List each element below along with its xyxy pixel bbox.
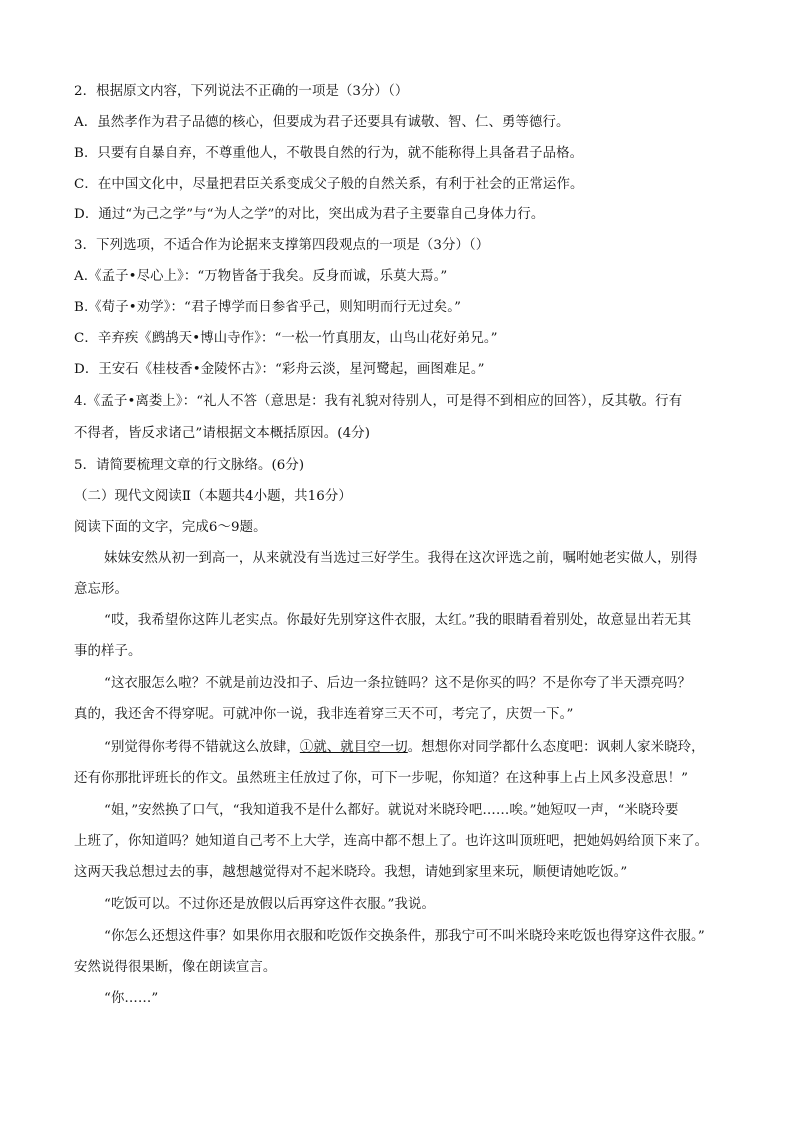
question-2-stem: 2．根据原文内容，下列说法不正确的一项是（3分）（）	[74, 84, 409, 99]
passage-p2-line-1: “哎，我希望你这阵儿老实点。你最好先别穿这件衣服，太红。”我的眼睛看着别处，故意显出若无其	[104, 613, 692, 628]
passage-p7-line-2: 安然说得很果断，像在朗读宣言。	[74, 960, 277, 975]
question-3-option-a: A.《孟子•尽心上》：“万物皆备于我矣。反身而诚，乐莫大焉。”	[74, 269, 448, 284]
question-2-option-a: A．虽然孝作为君子品德的核心，但要成为君子还要具有诚敬、智、仁、勇等德行。	[74, 115, 570, 130]
passage-p6: “吃饭可以。不过你还是放假以后再穿这件衣服。”我说。	[104, 897, 435, 912]
question-3-stem: 3．下列选项，不适合作为论据来支撑第四段观点的一项是（3分）（）	[74, 238, 490, 253]
section-heading: （二）现代文阅读Ⅱ（本题共4小题，共16分）	[74, 489, 352, 504]
passage-p8: “你……”	[104, 991, 159, 1006]
passage-p3-line-1: “这衣服怎么啦？不就是前边没扣子、后边一条拉链吗？这不是你买的吗？不是你夸了半天漂亮吗？	[104, 676, 692, 691]
question-4-line-1: 4.《孟子•离娄上》：“礼人不答（意思是：我有礼貌对待别人，可是得不到相应的回答），反其敬。行有	[74, 394, 683, 409]
passage-p3-line-2: 真的，我还舍不得穿呢。可就冲你一说，我非连着穿三天不可，考完了，庆贺一下。”	[74, 707, 574, 722]
question-2-option-b: B．只要有自暴自弃，不尊重他人，不敬畏自然的行为，就不能称得上具备君子品格。	[74, 146, 584, 161]
question-3-option-c: C．辛弃疾《鹧鸪天•博山寺作》：“一松一竹真朋友，山鸟山花好弟兄。”	[74, 331, 498, 346]
passage-p5-line-1: “姐，”安然换了口气，“我知道我不是什么都好。就说对米晓玲吧……唉。”她短叹一声，“米晓玲要	[104, 803, 679, 818]
passage-p5-line-2: 上班了，你知道吗？她知道自己考不上大学，连高中都不想上了。也许这叫顶班吧，把她妈妈给顶下来了。	[74, 834, 709, 849]
passage-p7-line-1: “你怎么还想这件事？如果你用衣服和吃饭作交换条件，那我宁可不叫米晓玲来吃饭也得穿这件衣服。”	[104, 929, 705, 944]
question-3-option-b: B.《荀子•劝学》：“君子博学而日参省乎己，则知明而行无过矣。”	[74, 300, 462, 315]
passage-p4-underlined-phrase: ①就、就目空一切	[299, 740, 408, 755]
passage-p4-line-2: 还有你那批评班长的作文。虽然班主任放过了你，可下一步呢，你知道？在这种事上占上风多没意思！”	[74, 771, 689, 786]
question-5: 5．请简要梳理文章的行文脉络。(6分)	[74, 458, 305, 473]
passage-p4-text-b: 。想想你对同学都什么态度吧：讽刺人家米晓玲，	[407, 740, 705, 755]
passage-p5-line-3: 这两天我总想过去的事，越想越觉得对不起米晓玲。我想，请她到家里来玩，顺便请她吃饭。”	[74, 865, 628, 880]
section-instruction: 阅读下面的文字，完成6～9题。	[74, 520, 267, 535]
passage-p2-line-2: 事的样子。	[74, 644, 142, 659]
passage-p1-line-2: 意忘形。	[74, 582, 128, 597]
passage-p1-line-1: 妹妹安然从初一到高一，从来就没有当选过三好学生。我得在这次评选之前，嘱咐她老实做人，别得	[104, 551, 698, 566]
passage-p4-line-1	[104, 738, 705, 758]
passage-p4-text-a: “别觉得你考得不错就这么放肆，	[104, 740, 300, 755]
question-2-option-d: D．通过“为己之学”与“为人之学”的对比，突出成为君子主要靠自己身体力行。	[74, 207, 545, 222]
question-3-option-d: D．王安石《桂枝香•金陵怀古》：“彩舟云淡，星河鹭起，画图难足。”	[74, 362, 485, 377]
question-2-option-c: C．在中国文化中，尽量把君臣关系变成父子般的自然关系，有利于社会的正常运作。	[74, 177, 584, 192]
question-4-line-2: 不得者，皆反求诸己”请根据文本概括原因。(4分)	[74, 426, 371, 441]
